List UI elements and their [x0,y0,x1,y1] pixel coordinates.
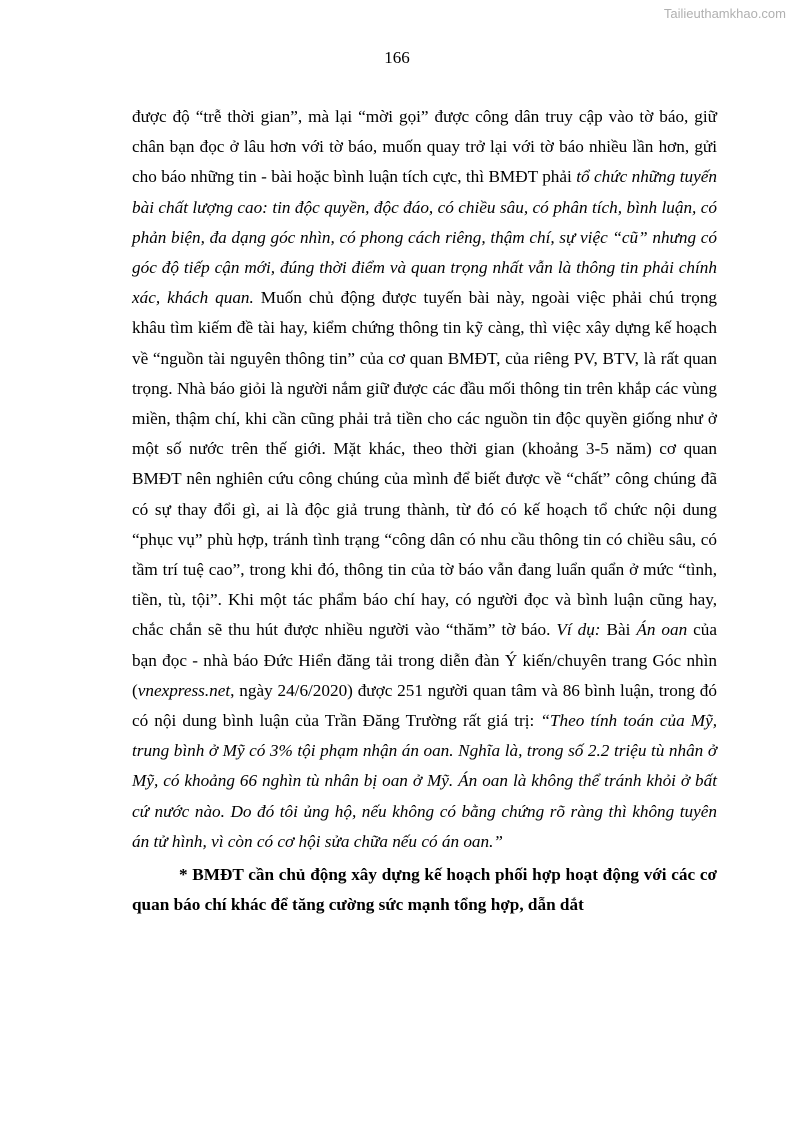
bold-paragraph: * BMĐT cần chủ động xây dựng kế hoạch phối hợp hoạt động với các cơ quan báo chí khác để tăng cường sức mạnh tổng hợp, dẫn dắt [132,865,717,915]
source-website: vnexpress.net [137,680,231,700]
quoted-comment: “Theo tính toán của Mỹ, trung bình ở Mỹ có 3% tội phạm nhận án oan. Nghĩa là, trong số 2.2 triệu tù nhân ở Mỹ, có khoảng 66 nghìn tù nhân bị oan ở Mỹ. Án oan là không thể tránh khỏi ở bất cứ nước nào. Do đó tôi ủng hộ, nếu không có bằng chứng rõ ràng thì không tuyên án tử hình, vì còn có cơ hội sửa chữa nếu có án oan.” [132,711,717,851]
text-run: Muốn chủ động được tuyến bài này, ngoài việc phải chú trọng khâu tìm kiếm đề tài hay, kiểm chứng thông tin kỹ càng, thì việc xây dựng kế hoạch về “nguồn tài nguyên thông tin” của cơ quan BMĐT, của riêng PV, BTV, là rất quan trọng. Nhà báo giỏi là người nắm giữ được các đầu mối thông tin trên khắp các vùng miền, thậm chí, khi cần cũng phải trả tiền cho các nguồn tin độc quyền giống như ở một số nước trên thế giới. Mặt khác, theo thời gian (khoảng 3-5 năm) cơ quan BMĐT nên nghiên cứu công chúng của mình để biết được về “chất” công chúng đã có sự thay đổi gì, ai là độc giả trung thành, từ đó có kế hoạch tổ chức nội dung “phục vụ” phù hợp, tránh tình trạng “công dân có nhu cầu thông tin có chiều sâu, có tầm trí tuệ cao”, trong khi đó, thông tin của tờ báo vẫn đang luẩn quẩn ở mức “tình, tiền, tù, tội”. Khi một tác phẩm báo chí hay, có người đọc và bình luận cũng hay, chắc chắn sẽ thu hút được nhiều người vào “thăm” tờ báo. [132,288,718,640]
example-label: Ví dụ: [556,620,601,640]
article-title: Án oan [636,620,688,640]
text-run: được độ “trễ thời gian”, mà lại “mời gọi” được công dân truy cập vào tờ báo, giữ chân bạn đọc ở lâu hơn với tờ báo, muốn quay trở lại với tờ báo nhiều lần hơn, gửi cho báo những tin - bài hoặc bình luận tích cực, thì BMĐT phải [132,107,717,187]
text-run: , ngày 24/6/2020) được 251 người quan tâm và 86 bình luận, trong đó có nội dung bình luận của Trần Đăng Trường rất giá trị: [132,680,717,731]
body-text [132,102,717,920]
text-run: Bài [600,620,637,640]
italic-text-run: tổ chức những tuyến bài chất lượng cao: tin độc quyền, độc đáo, có chiều sâu, có phân tích, bình luận, có phản biện, đa dạng góc nhìn, có phong cách riêng, thậm chí, sự việc “cũ” nhưng có góc độ tiếp cận mới, đúng thời điểm và quan trọng nhất vẫn là thông tin phải chính xác, khách quan. [132,167,717,308]
paragraph [132,102,717,857]
watermark: Tailieuthamkhao.com [663,6,786,21]
text-run: của bạn đọc - nhà báo Đức Hiển đăng tải trong diễn đàn Ý kiến/chuyên trang Góc nhìn ( [132,620,718,700]
page-number: 166 [384,48,410,67]
